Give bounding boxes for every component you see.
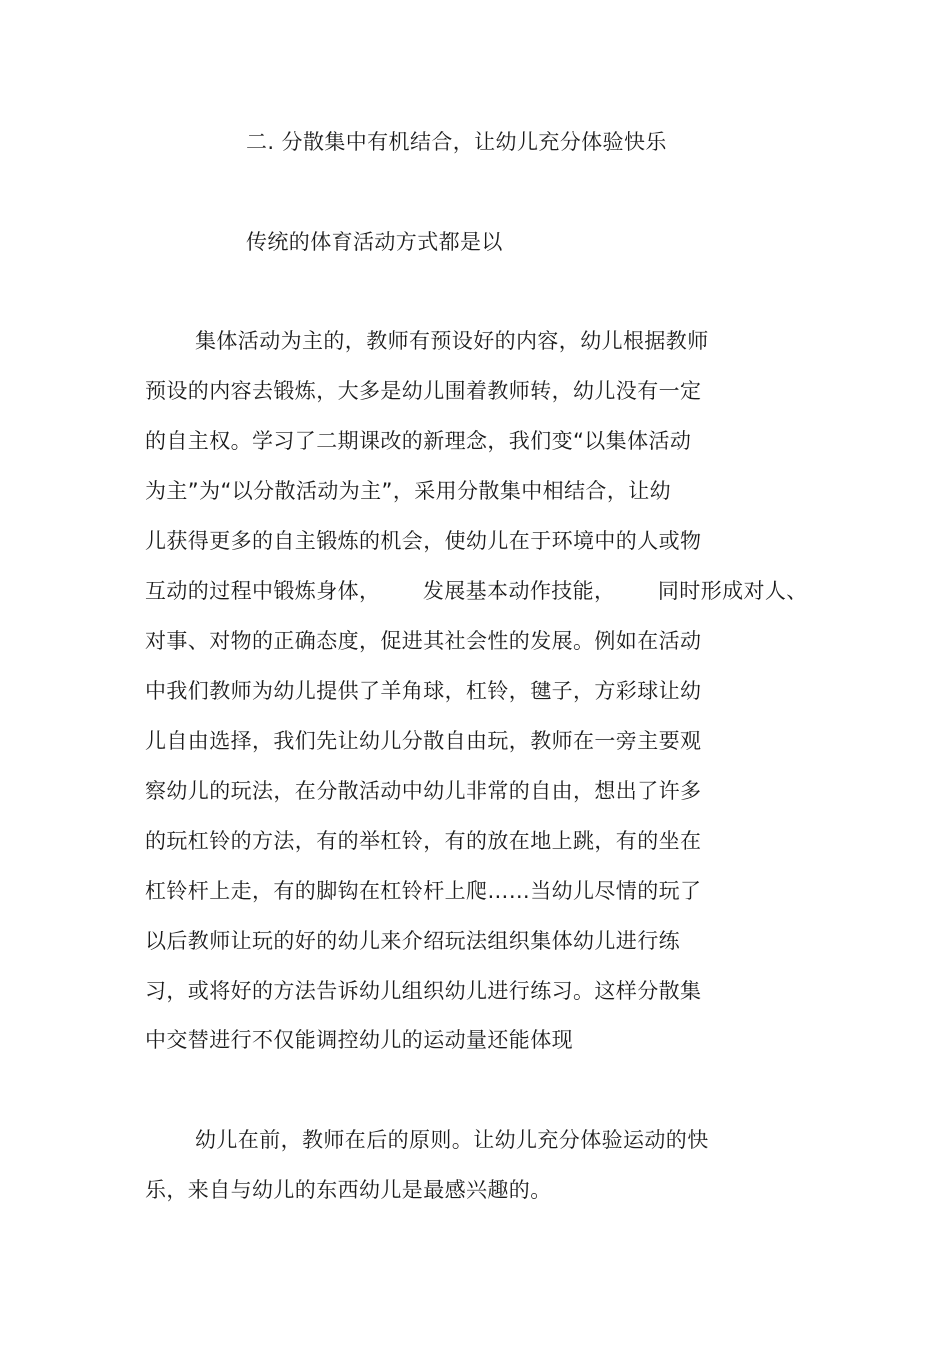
- intro-line: 传统的体育活动方式都是以: [246, 230, 503, 254]
- paragraph-line: 幼儿在前，教师在后的原则。让幼儿充分体验运动的快: [195, 1128, 709, 1152]
- paragraph-line: 为主”为“以分散活动为主”，采用分散集中相结合，让幼: [145, 479, 672, 503]
- section-heading: 二. 分散集中有机结合，让幼儿充分体验快乐: [246, 130, 667, 154]
- paragraph-line: 察幼儿的玩法，在分散活动中幼儿非常的自由，想出了许多: [145, 779, 702, 803]
- paragraph-line: 集体活动为主的，教师有预设好的内容，幼儿根据教师: [195, 329, 709, 353]
- paragraph-line: 的自主权。学习了二期课改的新理念，我们变“以集体活动: [145, 429, 692, 453]
- paragraph-line: 儿获得更多的自主锻炼的机会，使幼儿在于环境中的人或物: [145, 529, 702, 553]
- paragraph-line: 预设的内容去锻炼，大多是幼儿围着教师转，幼儿没有一定: [145, 379, 702, 403]
- paragraph-line: 以后教师让玩的好的幼儿来介绍玩法组织集体幼儿进行练: [145, 929, 680, 953]
- paragraph-line: 互动的过程中锻炼身体， 发展基本动作技能， 同时形成对人、: [145, 579, 808, 603]
- paragraph-line: 习，或将好的方法告诉幼儿组织幼儿进行练习。这样分散集: [145, 979, 702, 1003]
- paragraph-line: 乐，来自与幼儿的东西幼儿是最感兴趣的。: [145, 1178, 552, 1202]
- paragraph-line: 对事、对物的正确态度，促进其社会性的发展。例如在活动: [145, 629, 702, 653]
- paragraph-line: 中我们教师为幼儿提供了羊角球，杠铃，毽子，方彩球让幼: [145, 679, 702, 703]
- paragraph-line: 的玩杠铃的方法，有的举杠铃，有的放在地上跳，有的坐在: [145, 829, 702, 853]
- paragraph-line: 儿自由选择，我们先让幼儿分散自由玩，教师在一旁主要观: [145, 729, 702, 753]
- paragraph-line: 中交替进行不仅能调控幼儿的运动量还能体现: [145, 1028, 573, 1052]
- paragraph-line: 杠铃杆上走，有的脚钩在杠铃杆上爬……当幼儿尽情的玩了: [145, 879, 702, 903]
